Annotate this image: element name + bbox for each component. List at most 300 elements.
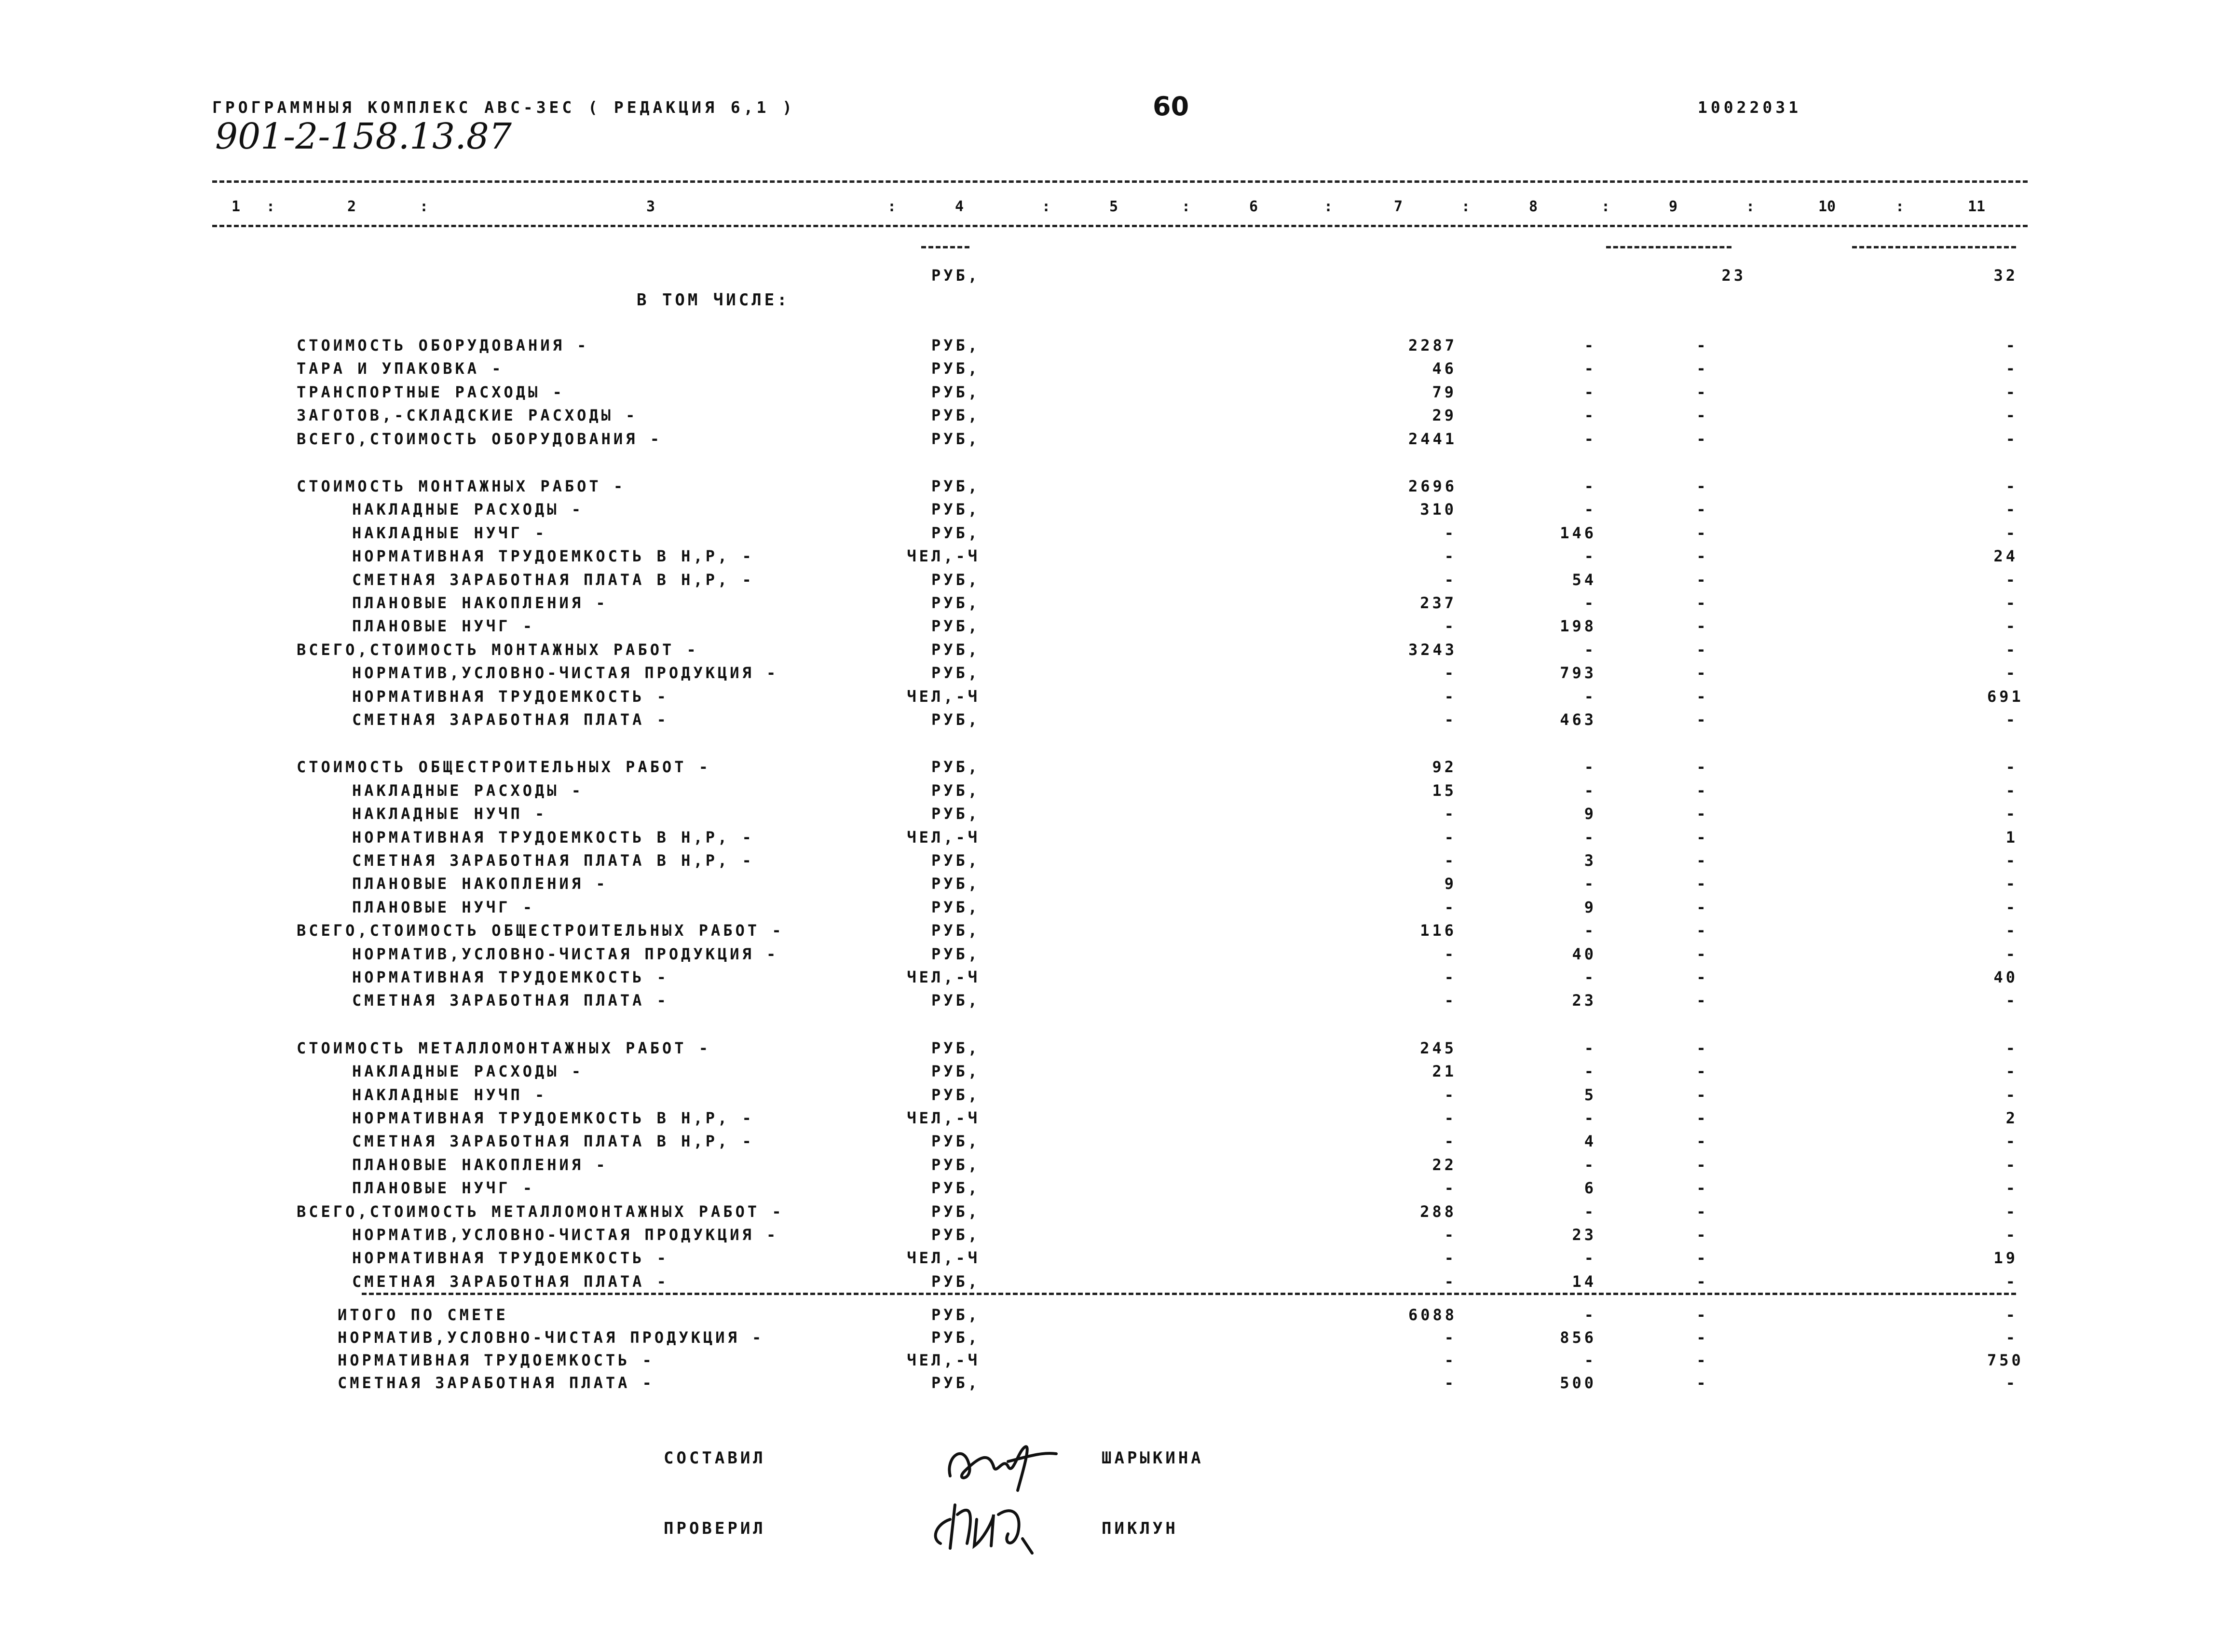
- row-unit: РУБ,: [931, 429, 980, 448]
- row-col9: -: [1696, 874, 1709, 893]
- row-label: СМЕТНАЯ ЗАРАБОТНАЯ ПЛАТА В Н,Р, -: [352, 570, 754, 589]
- table-row: [0, 1040, 2222, 1064]
- row-unit: ЧЕЛ,-Ч: [907, 968, 980, 986]
- row-label: ВСЕГО,СТОИМОСТЬ ОБЩЕСТРОИТЕЛЬНЫХ РАБОТ -: [297, 921, 784, 940]
- table-row: [0, 548, 2222, 572]
- row-unit: РУБ,: [931, 1202, 980, 1221]
- row-unit: ЧЕЛ,-Ч: [907, 547, 980, 566]
- row-col7: -: [1444, 1132, 1457, 1151]
- table-row: [0, 689, 2222, 712]
- row-col7: -: [1444, 664, 1457, 683]
- row-col8: -: [1584, 406, 1596, 425]
- column-number-11: 11: [1968, 198, 1986, 215]
- row-col9: -: [1696, 781, 1709, 800]
- row-col8: -: [1584, 1306, 1596, 1324]
- row-label: НОРМАТИВНАЯ ТРУДОЕМКОСТЬ В Н,Р, -: [352, 1109, 754, 1127]
- row-col11: -: [2005, 336, 2018, 355]
- row-col11: -: [2005, 1306, 2018, 1324]
- row-col7: -: [1444, 547, 1457, 566]
- row-col8: -: [1584, 1038, 1596, 1057]
- document-code: 10022031: [1698, 98, 1801, 117]
- row-col11: -: [2005, 781, 2018, 800]
- row-col7: -: [1444, 617, 1457, 636]
- row-col8: -: [1584, 921, 1596, 940]
- row-col7: -: [1444, 991, 1457, 1010]
- row-unit: РУБ,: [931, 1179, 980, 1198]
- row-col8: -: [1584, 968, 1596, 986]
- col4-total-rule: [921, 246, 969, 248]
- row-col7: 15: [1432, 781, 1457, 800]
- row-col8: 793: [1560, 664, 1596, 683]
- table-row: [0, 759, 2222, 782]
- column-number-1: 1: [232, 198, 241, 215]
- row-col11: -: [2005, 1062, 2018, 1081]
- top-total-col11: 32: [1993, 266, 2018, 285]
- row-col9: -: [1696, 382, 1709, 401]
- table-row: [0, 525, 2222, 548]
- row-col11: -: [2005, 991, 2018, 1010]
- row-unit: РУБ,: [931, 664, 980, 683]
- row-col7: 288: [1420, 1202, 1457, 1221]
- row-col9: -: [1696, 968, 1709, 986]
- row-col8: -: [1584, 429, 1596, 448]
- row-col8: -: [1584, 594, 1596, 612]
- row-col8: -: [1584, 758, 1596, 777]
- row-unit: РУБ,: [931, 640, 980, 659]
- row-col7: -: [1444, 828, 1457, 846]
- row-col7: 237: [1420, 594, 1457, 612]
- row-col9: -: [1696, 898, 1709, 916]
- row-col11: -: [2005, 594, 2018, 612]
- row-col7: 116: [1420, 921, 1457, 940]
- row-col9: -: [1696, 991, 1709, 1010]
- row-unit: РУБ,: [931, 382, 980, 401]
- row-col11: -: [2005, 921, 2018, 940]
- row-col8: 23: [1572, 991, 1596, 1010]
- row-col9: -: [1696, 1132, 1709, 1151]
- table-row: [0, 993, 2222, 1016]
- signature-compiled: [936, 1423, 1071, 1495]
- top-total-col9: 23: [1721, 266, 1746, 285]
- row-col11: -: [2005, 1202, 2018, 1221]
- row-label: НАКЛАДНЫЕ НУЧП -: [352, 805, 547, 823]
- row-col8: -: [1584, 477, 1596, 495]
- table-row: [0, 665, 2222, 688]
- row-unit: РУБ,: [931, 805, 980, 823]
- table-row: [0, 642, 2222, 665]
- table-row: [0, 1250, 2222, 1273]
- row-col9: -: [1696, 1179, 1709, 1198]
- column-separator: :: [1895, 198, 1905, 215]
- row-col8: -: [1584, 1351, 1596, 1369]
- table-row: [0, 1180, 2222, 1203]
- row-col7: -: [1444, 898, 1457, 916]
- column-number-9: 9: [1669, 198, 1678, 215]
- row-label: ВСЕГО,СТОИМОСТЬ МОНТАЖНЫХ РАБОТ -: [297, 640, 699, 659]
- row-col11: -: [2005, 429, 2018, 448]
- row-col9: -: [1696, 1038, 1709, 1057]
- row-label: СТОИМОСТЬ ОБОРУДОВАНИЯ -: [297, 336, 589, 355]
- table-row: [0, 1110, 2222, 1133]
- row-col11: -: [2005, 406, 2018, 425]
- row-col7: -: [1444, 1109, 1457, 1127]
- row-col9: -: [1696, 687, 1709, 706]
- row-unit: РУБ,: [931, 477, 980, 495]
- row-label: ТАРА И УПАКОВКА -: [297, 359, 504, 378]
- row-col11: 24: [1993, 547, 2018, 566]
- row-unit: РУБ,: [931, 1085, 980, 1104]
- row-col9: -: [1696, 1351, 1709, 1369]
- row-col8: 5: [1584, 1085, 1596, 1104]
- row-col8: -: [1584, 547, 1596, 566]
- row-label: ПЛАНОВЫЕ НАКОПЛЕНИЯ -: [352, 874, 608, 893]
- row-col8: -: [1584, 359, 1596, 378]
- row-label: СМЕТНАЯ ЗАРАБОТНАЯ ПЛАТА В Н,Р, -: [352, 851, 754, 870]
- column-separator: :: [1461, 198, 1471, 215]
- row-label: ВСЕГО,СТОИМОСТЬ ОБОРУДОВАНИЯ -: [297, 429, 662, 448]
- row-label: СТОИМОСТЬ МЕТАЛЛОМОНТАЖНЫХ РАБОТ -: [297, 1038, 711, 1057]
- total-row: [0, 1307, 2222, 1330]
- row-col8: -: [1584, 1202, 1596, 1221]
- table-row: [0, 618, 2222, 642]
- row-col7: -: [1444, 1226, 1457, 1244]
- table-row: [0, 969, 2222, 993]
- row-unit: РУБ,: [931, 1038, 980, 1057]
- total-row: [0, 1330, 2222, 1353]
- column-number-6: 6: [1249, 198, 1258, 215]
- signature-checked: [921, 1486, 1066, 1558]
- table-row: [0, 806, 2222, 829]
- row-col9: -: [1696, 1374, 1709, 1392]
- row-col11: 1: [2005, 828, 2018, 846]
- row-col7: 2441: [1408, 429, 1458, 448]
- row-col8: -: [1584, 640, 1596, 659]
- row-col7: 92: [1432, 758, 1457, 777]
- row-label: СМЕТНАЯ ЗАРАБОТНАЯ ПЛАТА -: [352, 710, 669, 729]
- row-col8: 9: [1584, 898, 1596, 916]
- row-unit: РУБ,: [931, 523, 980, 542]
- row-unit: РУБ,: [931, 1272, 980, 1291]
- table-row: [0, 1227, 2222, 1250]
- row-col11: -: [2005, 477, 2018, 495]
- row-col9: -: [1696, 406, 1709, 425]
- row-col8: 4: [1584, 1132, 1596, 1151]
- row-col9: -: [1696, 1085, 1709, 1104]
- row-unit: РУБ,: [931, 594, 980, 612]
- row-col11: -: [2005, 570, 2018, 589]
- column-separator: :: [1601, 198, 1610, 215]
- table-row: [0, 502, 2222, 525]
- table-row: [0, 946, 2222, 969]
- row-col9: -: [1696, 617, 1709, 636]
- row-col7: 22: [1432, 1155, 1457, 1174]
- top-total-unit: РУБ,: [931, 266, 980, 285]
- row-col11: -: [2005, 359, 2018, 378]
- table-row: [0, 1087, 2222, 1110]
- row-label: ВСЕГО,СТОИМОСТЬ МЕТАЛЛОМОНТАЖНЫХ РАБОТ -: [297, 1202, 784, 1221]
- row-col7: 245: [1420, 1038, 1457, 1057]
- row-col7: 6088: [1408, 1306, 1458, 1324]
- row-col7: -: [1444, 944, 1457, 963]
- table-row: [0, 923, 2222, 946]
- row-label: СМЕТНАЯ ЗАРАБОТНАЯ ПЛАТА -: [352, 1272, 669, 1291]
- column-number-8: 8: [1529, 198, 1538, 215]
- row-label: СМЕТНАЯ ЗАРАБОТНАЯ ПЛАТА -: [352, 991, 669, 1010]
- row-label: НОРМАТИВ,УСЛОВНО-ЧИСТАЯ ПРОДУКЦИЯ -: [352, 944, 779, 963]
- column-separator: :: [887, 198, 897, 215]
- row-col7: -: [1444, 851, 1457, 870]
- row-col8: -: [1584, 382, 1596, 401]
- totals-rule: [362, 1293, 2016, 1295]
- row-col11: -: [2005, 1328, 2018, 1347]
- table-row: [0, 431, 2222, 454]
- table-top-rule: [212, 180, 2028, 183]
- row-label: НОРМАТИВ,УСЛОВНО-ЧИСТАЯ ПРОДУКЦИЯ -: [352, 664, 779, 683]
- row-unit: РУБ,: [931, 570, 980, 589]
- row-col8: -: [1584, 781, 1596, 800]
- row-col8: 23: [1572, 1226, 1596, 1244]
- row-col9: -: [1696, 1306, 1709, 1324]
- row-label: НОРМАТИВНАЯ ТРУДОЕМКОСТЬ -: [352, 1249, 669, 1268]
- table-row: [0, 408, 2222, 431]
- row-col11: -: [2005, 664, 2018, 683]
- row-unit: РУБ,: [931, 921, 980, 940]
- row-col11: -: [2005, 1038, 2018, 1057]
- row-col9: -: [1696, 570, 1709, 589]
- row-col9: -: [1696, 500, 1709, 519]
- row-label: ПЛАНОВЫЕ НУЧГ -: [352, 1179, 535, 1198]
- row-unit: РУБ,: [931, 1132, 980, 1151]
- table-row: [0, 853, 2222, 876]
- compiled-label: СОСТАВИЛ: [664, 1448, 766, 1468]
- row-unit: РУБ,: [931, 851, 980, 870]
- row-col9: -: [1696, 1226, 1709, 1244]
- row-col8: -: [1584, 500, 1596, 519]
- checked-name: ПИКЛУН: [1102, 1519, 1178, 1538]
- row-col8: -: [1584, 1249, 1596, 1268]
- row-col9: -: [1696, 1272, 1709, 1291]
- row-unit: ЧЕЛ,-Ч: [907, 1351, 980, 1369]
- row-unit: РУБ,: [931, 781, 980, 800]
- row-unit: ЧЕЛ,-Ч: [907, 828, 980, 846]
- row-col11: -: [2005, 382, 2018, 401]
- row-col7: 2696: [1408, 477, 1458, 495]
- row-col8: -: [1584, 1062, 1596, 1081]
- row-col9: -: [1696, 547, 1709, 566]
- column-number-3: 3: [646, 198, 655, 215]
- row-unit: ЧЕЛ,-Ч: [907, 687, 980, 706]
- row-col8: 9: [1584, 805, 1596, 823]
- column-separator: :: [1324, 198, 1333, 215]
- row-col11: -: [2005, 758, 2018, 777]
- row-col8: 500: [1560, 1374, 1596, 1392]
- table-row: [0, 876, 2222, 899]
- row-unit: ЧЕЛ,-Ч: [907, 1109, 980, 1127]
- row-unit: РУБ,: [931, 991, 980, 1010]
- row-unit: РУБ,: [931, 944, 980, 963]
- page-number: 60: [1153, 91, 1189, 122]
- table-row: [0, 830, 2222, 853]
- row-label: НОРМАТИВНАЯ ТРУДОЕМКОСТЬ В Н,Р, -: [352, 547, 754, 566]
- row-col11: -: [2005, 640, 2018, 659]
- row-col7: -: [1444, 1249, 1457, 1268]
- row-col9: -: [1696, 710, 1709, 729]
- row-label: СМЕТНАЯ ЗАРАБОТНАЯ ПЛАТА -: [338, 1374, 654, 1392]
- row-col8: 463: [1560, 710, 1596, 729]
- row-col8: 3: [1584, 851, 1596, 870]
- row-label: НОРМАТИВ,УСЛОВНО-ЧИСТАЯ ПРОДУКЦИЯ -: [352, 1226, 779, 1244]
- row-col9: -: [1696, 594, 1709, 612]
- total-row: [0, 1352, 2222, 1376]
- table-row: [0, 1133, 2222, 1157]
- row-unit: РУБ,: [931, 1374, 980, 1392]
- row-col8: 54: [1572, 570, 1596, 589]
- table-row: [0, 338, 2222, 361]
- row-col9: -: [1696, 429, 1709, 448]
- table-row: [0, 900, 2222, 923]
- row-label: СТОИМОСТЬ ОБЩЕСТРОИТЕЛЬНЫХ РАБОТ -: [297, 758, 711, 777]
- row-col9: -: [1696, 944, 1709, 963]
- row-col8: -: [1584, 687, 1596, 706]
- row-col9: -: [1696, 1202, 1709, 1221]
- row-col11: -: [2005, 523, 2018, 542]
- table-row: [0, 595, 2222, 618]
- row-col9: -: [1696, 758, 1709, 777]
- col9-total-rule: [1606, 246, 1731, 248]
- row-unit: РУБ,: [931, 1155, 980, 1174]
- row-col11: -: [2005, 1272, 2018, 1291]
- row-col9: -: [1696, 1249, 1709, 1268]
- row-col7: -: [1444, 1374, 1457, 1392]
- table-row: [0, 572, 2222, 595]
- table-row: [0, 478, 2222, 502]
- row-col7: 79: [1432, 382, 1457, 401]
- checked-label: ПРОВЕРИЛ: [664, 1519, 766, 1538]
- row-label: НАКЛАДНЫЕ РАСХОДЫ -: [352, 1062, 584, 1081]
- row-col7: -: [1444, 1328, 1457, 1347]
- row-label: НАКЛАДНЫЕ РАСХОДЫ -: [352, 781, 584, 800]
- row-col7: -: [1444, 570, 1457, 589]
- row-col7: 3243: [1408, 640, 1458, 659]
- row-col11: -: [2005, 1085, 2018, 1104]
- row-col11: 691: [1987, 687, 2024, 706]
- row-label: ПЛАНОВЫЕ НАКОПЛЕНИЯ -: [352, 1155, 608, 1174]
- row-col7: 2287: [1408, 336, 1458, 355]
- row-col7: -: [1444, 805, 1457, 823]
- row-col7: -: [1444, 1179, 1457, 1198]
- row-label: НАКЛАДНЫЕ НУЧП -: [352, 1085, 547, 1104]
- row-col11: -: [2005, 1226, 2018, 1244]
- row-unit: РУБ,: [931, 617, 980, 636]
- row-col11: -: [2005, 1132, 2018, 1151]
- row-col7: 46: [1432, 359, 1457, 378]
- row-col11: -: [2005, 874, 2018, 893]
- row-col9: -: [1696, 921, 1709, 940]
- column-separator: :: [1182, 198, 1191, 215]
- row-unit: РУБ,: [931, 1226, 980, 1244]
- top-total-row: [0, 268, 2222, 291]
- column-number-4: 4: [955, 198, 964, 215]
- handwritten-code: 901-2-158.13.87: [215, 116, 512, 157]
- row-col9: -: [1696, 523, 1709, 542]
- row-col9: -: [1696, 1109, 1709, 1127]
- table-row: [0, 1157, 2222, 1180]
- row-unit: РУБ,: [931, 758, 980, 777]
- column-number-7: 7: [1394, 198, 1403, 215]
- row-label: СМЕТНАЯ ЗАРАБОТНАЯ ПЛАТА В Н,Р, -: [352, 1132, 754, 1151]
- row-col9: -: [1696, 359, 1709, 378]
- row-col8: 6: [1584, 1179, 1596, 1198]
- row-label: СТОИМОСТЬ МОНТАЖНЫХ РАБОТ -: [297, 477, 626, 495]
- row-col11: -: [2005, 710, 2018, 729]
- row-col11: -: [2005, 898, 2018, 916]
- row-col7: 9: [1444, 874, 1457, 893]
- table-row: [0, 1204, 2222, 1227]
- row-unit: РУБ,: [931, 898, 980, 916]
- row-col11: 19: [1993, 1249, 2018, 1268]
- row-unit: РУБ,: [931, 1062, 980, 1081]
- column-number-2: 2: [347, 198, 356, 215]
- row-col8: -: [1584, 1109, 1596, 1127]
- table-row: [0, 783, 2222, 806]
- row-col11: -: [2005, 500, 2018, 519]
- row-unit: ЧЕЛ,-Ч: [907, 1249, 980, 1268]
- table-row: [0, 712, 2222, 735]
- row-label: НАКЛАДНЫЕ РАСХОДЫ -: [352, 500, 584, 519]
- row-col11: 750: [1987, 1351, 2024, 1369]
- row-col9: -: [1696, 477, 1709, 495]
- row-col9: -: [1696, 1155, 1709, 1174]
- row-col8: -: [1584, 336, 1596, 355]
- row-label: ТРАНСПОРТНЫЕ РАСХОДЫ -: [297, 382, 565, 401]
- row-col9: -: [1696, 1062, 1709, 1081]
- column-separator: :: [266, 198, 275, 215]
- row-col7: -: [1444, 710, 1457, 729]
- col11-total-rule: [1852, 246, 2016, 248]
- column-separator: :: [1042, 198, 1051, 215]
- row-unit: РУБ,: [931, 710, 980, 729]
- row-col8: 198: [1560, 617, 1596, 636]
- row-col11: -: [2005, 1374, 2018, 1392]
- row-col9: -: [1696, 805, 1709, 823]
- row-label: ЗАГОТОВ,-СКЛАДСКИЕ РАСХОДЫ -: [297, 406, 638, 425]
- row-col11: -: [2005, 851, 2018, 870]
- column-separator: :: [420, 198, 429, 215]
- row-col7: -: [1444, 1085, 1457, 1104]
- row-col7: -: [1444, 523, 1457, 542]
- row-col8: 14: [1572, 1272, 1596, 1291]
- row-label: ПЛАНОВЫЕ НУЧГ -: [352, 898, 535, 916]
- row-unit: РУБ,: [931, 359, 980, 378]
- row-label: ПЛАНОВЫЕ НАКОПЛЕНИЯ -: [352, 594, 608, 612]
- row-col9: -: [1696, 664, 1709, 683]
- row-label: НОРМАТИВНАЯ ТРУДОЕМКОСТЬ В Н,Р, -: [352, 828, 754, 846]
- row-col8: -: [1584, 828, 1596, 846]
- row-col8: -: [1584, 1155, 1596, 1174]
- row-col9: -: [1696, 640, 1709, 659]
- row-col8: 40: [1572, 944, 1596, 963]
- row-col7: -: [1444, 1272, 1457, 1291]
- column-number-10: 10: [1818, 198, 1836, 215]
- row-label: НАКЛАДНЫЕ НУЧГ -: [352, 523, 547, 542]
- column-separator: :: [1746, 198, 1755, 215]
- row-col11: -: [2005, 1155, 2018, 1174]
- table-row: [0, 361, 2222, 384]
- compiled-name: ШАРЫКИНА: [1102, 1448, 1204, 1468]
- row-col9: -: [1696, 828, 1709, 846]
- row-label: НОРМАТИВНАЯ ТРУДОЕМКОСТЬ -: [352, 968, 669, 986]
- row-col9: -: [1696, 1328, 1709, 1347]
